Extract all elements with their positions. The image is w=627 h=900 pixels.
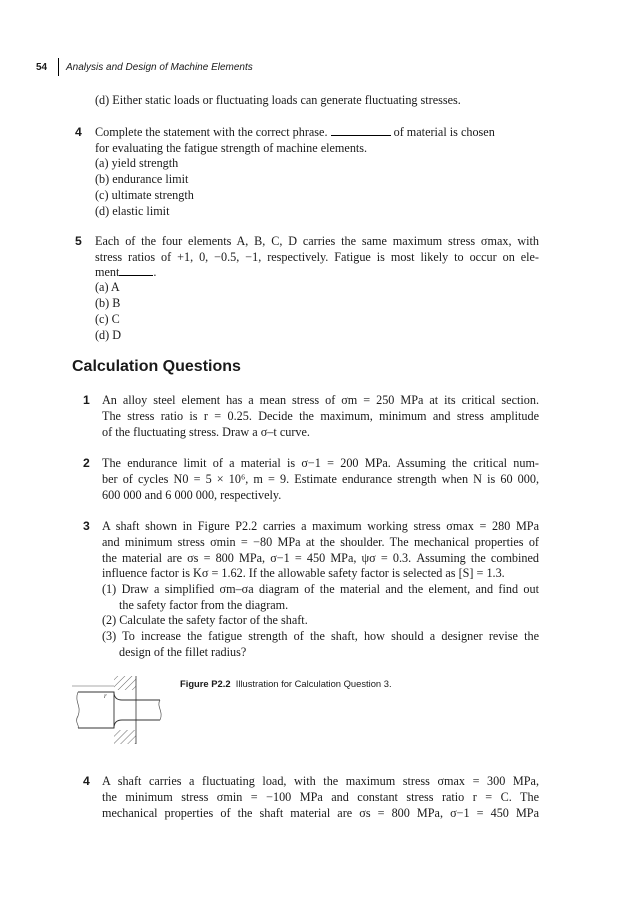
question-5-text-b: .	[153, 265, 157, 279]
calc-question-1-line-3: of the fluctuating stress. Draw a σ–t curve.	[102, 425, 310, 439]
calc-question-2-line-1: The endurance limit of a material is σ−1 = 200 MPa. Assuming the critical num-	[102, 456, 539, 470]
book-title: Analysis and Design of Machine Elements	[66, 62, 253, 73]
question-4-line-2: for evaluating the fatigue strength of machine elements.	[95, 141, 368, 155]
calc-question-3-number: 3	[83, 519, 90, 533]
answer-blank	[331, 126, 391, 136]
question-5-text-a: ment	[95, 265, 120, 279]
calc-question-2-line-2: ber of cycles N0 = 5 × 10⁶, m = 9. Estimate endurance strength when N is 60 000,	[102, 472, 539, 486]
answer-blank	[119, 266, 153, 276]
question-5-line-2: stress ratios of +1, 0, −0.5, −1, respectively. Fatigue is most likely to occur on ele-	[95, 250, 539, 264]
lower-hatching	[114, 730, 136, 744]
option-a-yield-strength: (a) yield strength	[95, 156, 179, 170]
option-c-ultimate-strength: (c) ultimate strength	[95, 188, 194, 202]
option-b: (b) B	[95, 296, 121, 310]
option-c: (c) C	[95, 312, 120, 326]
shaft-shoulder-figure	[72, 672, 162, 750]
option-d-static-loads: (d) Either static loads or fluctuating loads can generate fluctuating stresses.	[95, 93, 461, 107]
calc-question-4-line-2: the minimum stress σmin = −100 MPa and constant stress ratio r = C. The	[102, 790, 539, 804]
calc-question-3-part-1-cont: the safety factor from the diagram.	[119, 598, 289, 612]
option-d-elastic-limit: (d) elastic limit	[95, 204, 170, 218]
header-divider	[58, 58, 59, 76]
page-number: 54	[36, 62, 48, 73]
question-4-number: 4	[75, 125, 82, 139]
lower-fillet	[114, 720, 160, 728]
calc-question-3-part-1: (1) Draw a simplified σm–σa diagram of the material and the element, and find out	[102, 582, 539, 596]
calc-question-1-line-1: An alloy steel element has a mean stress of σm = 250 MPa at its critical section.	[102, 393, 539, 407]
option-a: (a) A	[95, 280, 120, 294]
left-break-line	[77, 692, 80, 728]
calc-question-4-line-3: mechanical properties of the shaft material are σs = 800 MPa, σ−1 = 450 MPa	[102, 806, 539, 820]
calc-question-3-line-4: influence factor is Kσ = 1.62. If the allowable safety factor is selected as [S] = 1.3.	[102, 566, 505, 580]
figure-label: Figure P2.2	[180, 678, 231, 689]
calc-question-1-line-2: The stress ratio is r = 0.25. Decide the maximum, minimum and stress amplitude	[102, 409, 539, 423]
upper-fillet	[114, 692, 160, 700]
shaft-large-section	[78, 692, 114, 728]
option-b-endurance-limit: (b) endurance limit	[95, 172, 189, 186]
question-4-text-b: of material is chosen	[393, 125, 495, 139]
question-4-line-1	[95, 125, 495, 141]
section-heading: Calculation Questions	[72, 358, 241, 375]
question-5-number: 5	[75, 234, 82, 248]
fillet-radius-label: r	[104, 692, 107, 700]
figure-caption	[180, 678, 392, 689]
right-break-line	[159, 700, 161, 720]
calc-question-4-line-1: A shaft carries a fluctuating load, with the maximum stress σmax = 300 MPa,	[102, 774, 539, 788]
calc-question-1-number: 1	[83, 393, 90, 407]
upper-hatching	[114, 676, 136, 690]
calc-question-4-number: 4	[83, 774, 90, 788]
calc-question-3-part-3-cont: design of the fillet radius?	[119, 645, 247, 659]
calc-question-3-line-2: and minimum stress σmin = −80 MPa at the shoulder. The mechanical properties of	[102, 535, 539, 549]
question-4-text-a: Complete the statement with the correct phrase.	[95, 125, 328, 139]
calc-question-3-part-3: (3) To increase the fatigue strength of the shaft, how should a designer revise the	[102, 629, 539, 643]
question-5-line-1: Each of the four elements A, B, C, D carries the same maximum stress σmax, with	[95, 234, 539, 248]
calc-question-3-part-2: (2) Calculate the safety factor of the shaft.	[102, 613, 308, 627]
calc-question-2-line-3: 600 000 and 6 000 000, respectively.	[102, 488, 282, 502]
question-5-line-3	[95, 265, 156, 281]
calc-question-3-line-3: the material are σs = 800 MPa, σ−1 = 450 MPa, ψσ = 0.3. Assuming the combined	[102, 551, 539, 565]
option-d: (d) D	[95, 328, 122, 342]
figure-caption-text: Illustration for Calculation Question 3.	[235, 678, 392, 689]
calc-question-3-line-1: A shaft shown in Figure P2.2 carries a maximum working stress σmax = 280 MPa	[102, 519, 539, 533]
calc-question-2-number: 2	[83, 456, 90, 470]
